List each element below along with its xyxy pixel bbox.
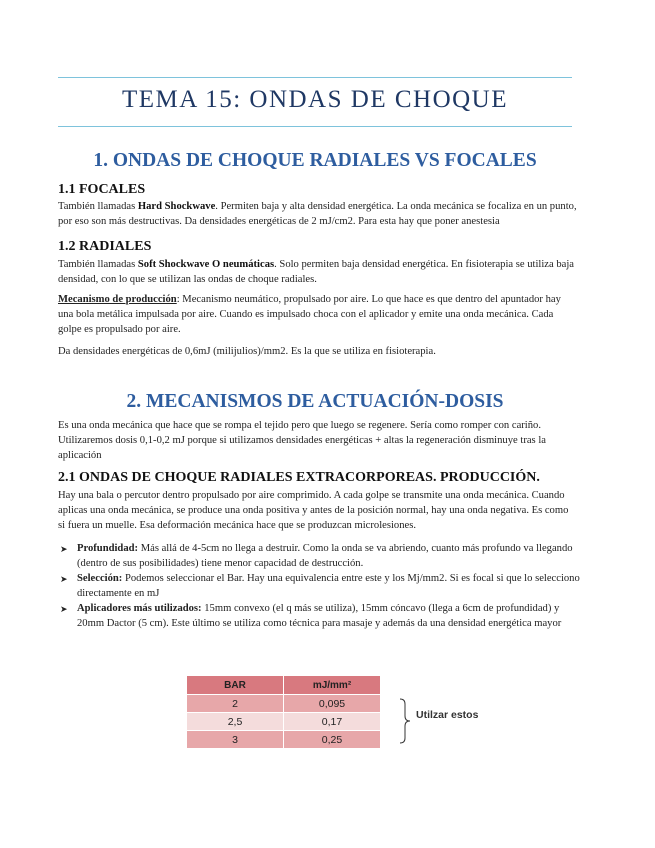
title-rule-top (58, 77, 572, 78)
section1-heading: 1. ONDAS DE CHOQUE RADIALES VS FOCALES (93, 150, 537, 171)
table-header-row (187, 676, 381, 695)
densidad-paragraph: Da densidades energéticas de 0,6mJ (milijulios)/mm2. Es la que se utiliza en fisioterapia. (58, 346, 436, 357)
bullet-list (58, 542, 588, 633)
producción-heading: 2.1 ONDAS DE CHOQUE RADIALES EXTRACORPOREAS. PRODUCCIÓN. (58, 470, 540, 485)
table-header-bar: BAR (187, 676, 284, 695)
page-title: TEMA 15: ONDAS DE CHOQUE (122, 86, 508, 113)
section2-heading: 2. MECANISMOS DE ACTUACIÓN-DOSIS (126, 391, 504, 412)
radiales-heading: 1.2 RADIALES (58, 239, 152, 254)
curly-brace-icon (398, 698, 414, 744)
table-cell: 2,5 (187, 713, 284, 731)
radiales-paragraph: También llamadas Soft Shockwave O neumáticas. Solo permiten baja densidad energética. En fisioterapia se utiliza baja densidad, con lo que se utilizan las ondas de choque radiales. (58, 259, 574, 285)
list-item: ➤ Aplicadores más utilizados: 15mm convexo (el q más se utiliza), 15mm cóncavo (llega a 6cm de profundidad) y 20mm Dactor (5 cm). Este último se utiliza como técnica para masaje y además da una densidad energética mayor (60, 603, 562, 629)
table-row (187, 713, 381, 731)
list-item: ➤ Profundidad: Más allá de 4-5cm no llega a destruir. Como la onda se va abriendo, cuanto más profundo va llegando (dentro de sus posibilidades) tiene menor capacidad de destrucción. (60, 543, 573, 569)
arrow-bullet-icon: ➤ (60, 574, 68, 585)
table-row (187, 695, 381, 713)
arrow-bullet-icon: ➤ (60, 604, 68, 615)
produccion-paragraph: Hay una bala o percutor dentro propulsado por aire comprimido. A cada golpe se transmite una onda mecánica. Cuando aplicas una onda mecánica, se produce una onda positiva y antes de la posición normal, hay una onda negativa. Es como si fuera un muelle. Esa deformación mecánica hace que se produzcan microlesiones. (58, 490, 569, 531)
mecanismo-paragraph: Mecanismo de producción: Mecanismo neumático, propulsado por aire. Lo que hace es que dentro del apuntador hay una bola metálica impulsada por aire. Cuando es impulsado choca con el aplicador y emite una onda mecánica. Cada golpe es propulsado por aire. (58, 294, 561, 335)
focales-heading: 1.1 FOCALES (58, 182, 146, 197)
bar-energy-table (186, 675, 381, 749)
list-item: ➤ Selección: Podemos seleccionar el Bar. Hay una equivalencia entre este y los Mj/mm2. Si es focal si que lo selecciono directamente en mJ (60, 573, 580, 599)
table-cell: 0,25 (284, 731, 381, 749)
focales-paragraph: También llamadas Hard Shockwave. Permiten baja y alta densidad energética. La onda mecánica se focaliza en un punto, por eso son más destructivas. Da densidades energéticas de 2 mJ/cm2. Para esta hay que poner anestesia (58, 201, 577, 227)
table-header-mj: mJ/mm² (284, 676, 381, 695)
brace-label: Utilzar estos (416, 709, 479, 721)
title-rule-bottom (58, 126, 572, 127)
table-cell: 2 (187, 695, 284, 713)
table-cell: 0,17 (284, 713, 381, 731)
table-cell: 0,095 (284, 695, 381, 713)
arrow-bullet-icon: ➤ (60, 544, 68, 554)
section2-paragraph: Es una onda mecánica que hace que se rompa el tejido pero que luego se regenere. Sería como romper con cariño. Utilizaremos dosis 0,1-0,2 mJ porque si utilizamos densidades energéticas + altas la regeneración disminuye tras la aplicación (58, 420, 546, 461)
table-row (187, 731, 381, 749)
table-cell: 3 (187, 731, 284, 749)
